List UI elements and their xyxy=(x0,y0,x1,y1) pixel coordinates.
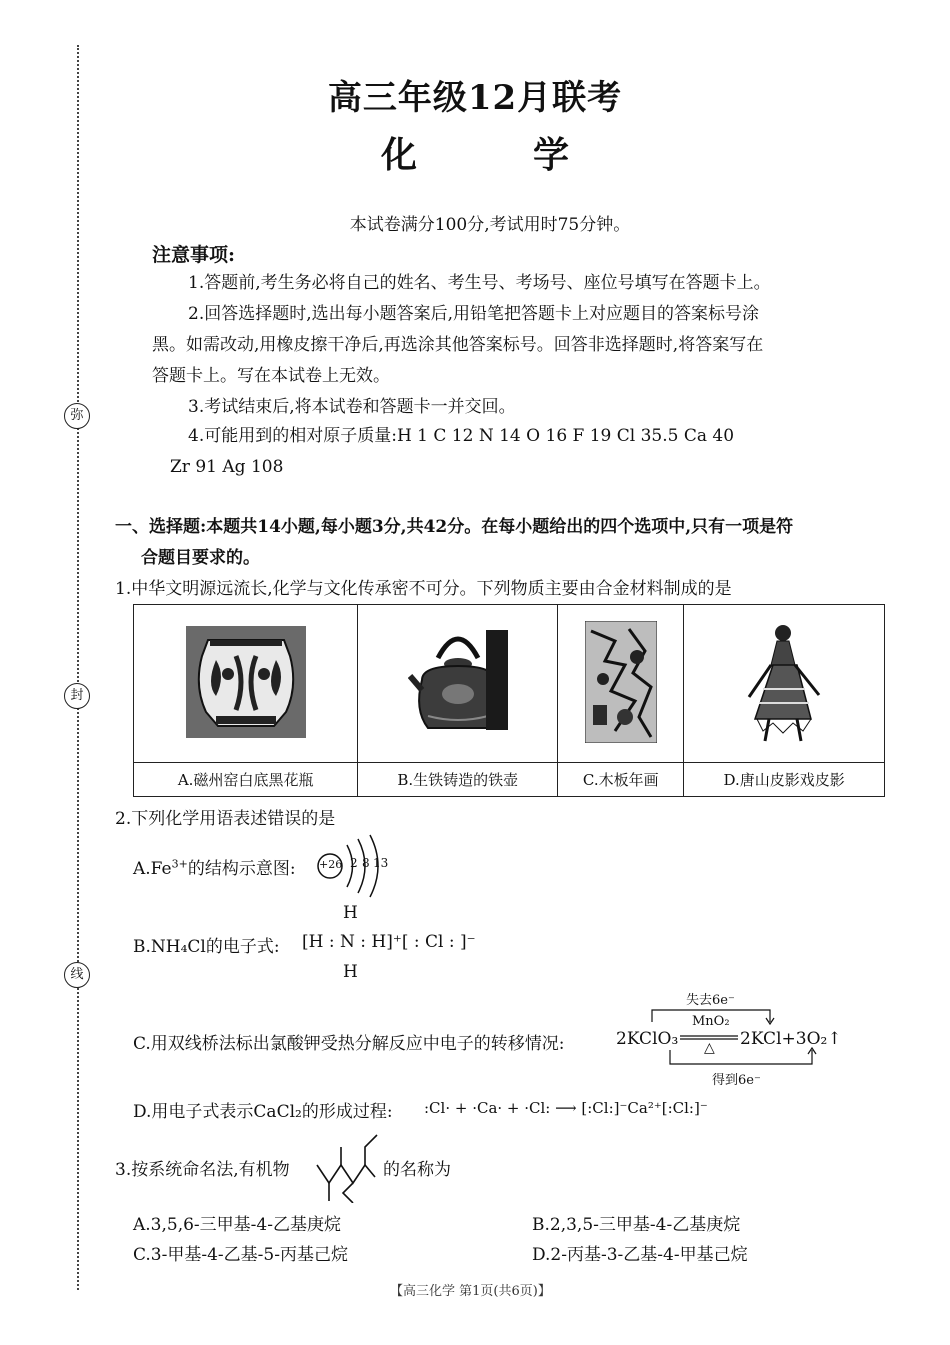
question-3-option-b: B.2,3,5-三甲基-4-乙基庚烷 xyxy=(532,1215,741,1235)
exam-title: 高三年级12月联考 xyxy=(327,78,623,118)
notice-item-2-line-2: 黑。如需改动,用橡皮擦干净后,再选涂其他答案标号。回答非选择题时,将答案写在 xyxy=(152,335,764,355)
electrons-gained-label: 得到6e⁻ xyxy=(712,1073,761,1088)
option-a-suffix: 的结构示意图: xyxy=(187,859,296,879)
skeletal-structure-image xyxy=(313,1131,383,1203)
subject-title xyxy=(0,127,950,178)
page-footer: 【高三化学 第1页(共6页)】 xyxy=(390,1284,551,1299)
margin-mark-feng: 封 xyxy=(64,683,90,709)
question-1-option-c: C.木板年画 xyxy=(558,763,684,797)
notice-heading: 注意事项: xyxy=(152,244,236,266)
question-3-option-d: D.2-丙基-3-乙基-4-甲基己烷 xyxy=(532,1245,748,1265)
question-1-option-a: A.磁州窑白底黑花瓶 xyxy=(134,763,358,797)
notice-item-3: 3.考试结束后,将本试卷和答题卡一并交回。 xyxy=(188,397,516,417)
notice-item-1: 1.答题前,考生务必将自己的姓名、考生号、考场号、座位号填写在答题卡上。 xyxy=(188,273,771,293)
question-1-option-b: B.生铁铸造的铁壶 xyxy=(358,763,558,797)
question-2-stem: 2.下列化学用语表述错误的是 xyxy=(115,809,336,829)
question-3-option-c: C.3-甲基-4-乙基-5-丙基己烷 xyxy=(133,1245,348,1265)
notice-item-4-line-1: 4.可能用到的相对原子质量:H 1 C 12 N 14 O 16 F 19 Cl 35.5 Ca 40 xyxy=(188,426,735,446)
option-a-charge: 3+ xyxy=(171,857,188,871)
question-3-stem-after: 的名称为 xyxy=(383,1160,451,1180)
woodblock-print-image-cell xyxy=(558,605,684,763)
fe-shell-2: 8 xyxy=(362,856,370,870)
question-2-option-d: D.用电子式表示CaCl₂的形成过程: xyxy=(133,1102,393,1122)
shadow-puppet-image-cell xyxy=(684,605,885,763)
nh4cl-electron-formula: [H : N : H]⁺[ : Cl : ]⁻ xyxy=(302,932,476,952)
notice-item-4-line-2: Zr 91 Ag 108 xyxy=(170,457,284,477)
vase-image-cell xyxy=(134,605,358,763)
section-1-line-1: 一、选择题:本题共14小题,每小题3分,共42分。在每小题给出的四个选项中,只有一项是符 xyxy=(115,517,794,537)
reactant-kclo3: 2KClO₃ xyxy=(616,1029,679,1049)
nh4-bottom-hydrogen: H xyxy=(343,962,358,982)
notice-item-2-line-3: 答题卡上。写在本试卷上无效。 xyxy=(152,366,390,386)
vase-image xyxy=(186,626,306,738)
question-3-stem-before: 3.按系统命名法,有机物 xyxy=(115,1160,290,1180)
fe-nucleus-label: +26 xyxy=(319,858,343,871)
question-1-option-d: D.唐山皮影戏皮影 xyxy=(684,763,885,797)
notice-item-2-line-1: 2.回答选择题时,选出每小题答案后,用铅笔把答题卡上对应题目的答案标号涂 xyxy=(188,304,760,324)
question-1-stem: 1.中华文明源远流长,化学与文化传承密不可分。下列物质主要由合金材料制成的是 xyxy=(115,579,732,599)
question-2-option-b-prefix: B.NH₄Cl的电子式: xyxy=(133,937,280,957)
shadow-puppet-image xyxy=(739,619,829,745)
question-1-image-table xyxy=(133,604,885,797)
fe-shell-3: 13 xyxy=(373,856,389,870)
cacl2-formation-process: :Cl· + ·Ca· + ·Cl: ⟶ [:Cl:]⁻Ca²⁺[:Cl:]⁻ xyxy=(424,1099,708,1117)
teapot-image-cell xyxy=(358,605,558,763)
products-kcl-o2: 2KCl+3O₂↑ xyxy=(740,1029,842,1049)
margin-mark-xian: 线 xyxy=(64,962,90,988)
subject-char-2: 学 xyxy=(532,134,569,176)
exam-info: 本试卷满分100分,考试用时75分钟。 xyxy=(349,215,631,235)
catalyst-label: MnO₂ xyxy=(692,1014,730,1029)
question-2-option-a xyxy=(133,854,296,879)
margin-mark-mi: 弥 xyxy=(64,403,90,429)
woodblock-print-image xyxy=(585,621,657,743)
heat-symbol: △ xyxy=(704,1040,715,1056)
nh4-top-hydrogen: H xyxy=(343,903,358,923)
question-3-option-a: A.3,5,6-三甲基-4-乙基庚烷 xyxy=(133,1215,341,1235)
fe-shell-1: 2 xyxy=(350,856,358,870)
option-a-prefix: A.Fe xyxy=(133,859,172,879)
subject-char-1: 化 xyxy=(380,134,417,176)
teapot-image xyxy=(408,620,508,744)
section-1-line-2: 合题目要求的。 xyxy=(141,548,260,568)
electrons-lost-label: 失去6e⁻ xyxy=(686,993,735,1008)
question-2-option-c: C.用双线桥法标出氯酸钾受热分解反应中电子的转移情况: xyxy=(133,1034,565,1054)
